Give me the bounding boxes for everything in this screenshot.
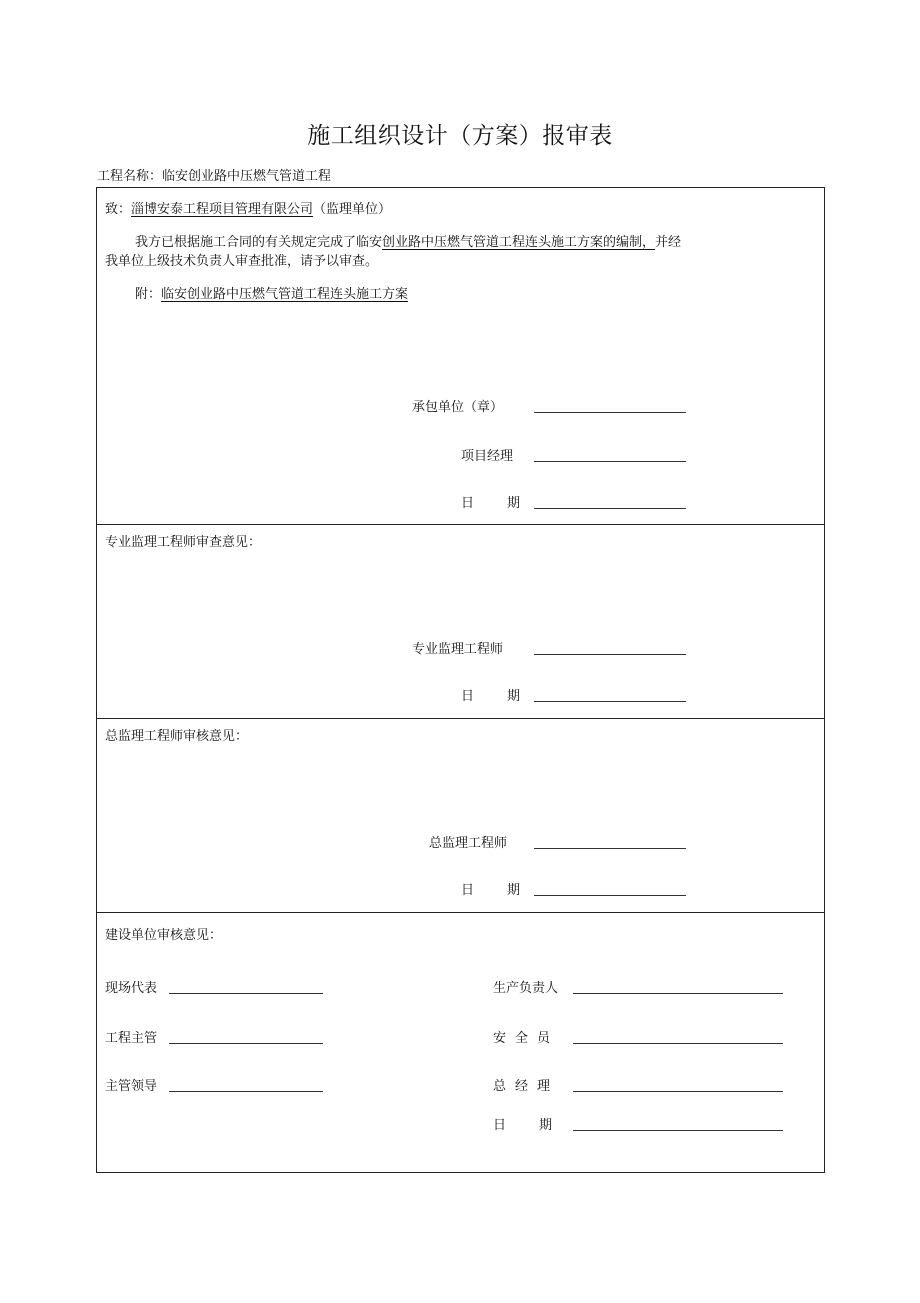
chief-opinion-heading: 总监理工程师审核意见： (105, 729, 249, 744)
site-representative-label: 现场代表 (105, 981, 158, 996)
specialist-engineer-field[interactable] (534, 654, 686, 655)
contractor-seal-label: 承包单位（章） (412, 400, 504, 415)
specialist-engineer-section (97, 525, 824, 719)
chief-date-field[interactable] (534, 895, 686, 896)
owner-review-section (97, 913, 824, 1174)
chief-engineer-section (97, 719, 824, 913)
attachment-line (135, 283, 408, 302)
project-supervisor-field[interactable] (169, 1043, 323, 1044)
general-manager-field[interactable] (573, 1091, 783, 1092)
supervision-unit-suffix: （监理单位） (313, 202, 392, 217)
safety-officer-field[interactable] (573, 1043, 783, 1044)
form-title: 施工组织设计（方案）报审表 (307, 123, 613, 149)
safety-officer-label: 安全员 (493, 1031, 560, 1046)
leader-in-charge-field[interactable] (169, 1091, 323, 1092)
statement-part-b: 创业路中压燃气管道工程连头施工方案的编制， (382, 235, 656, 250)
supervision-unit-name: 淄博安泰工程项目管理有限公司 (131, 202, 314, 217)
statement-part-a: 我方已根据施工合同的有关规定完成了临安 (135, 235, 383, 250)
submission-statement-line2: 我单位上级技术负责人审查批准，请予以审查。 (105, 254, 379, 269)
project-manager-field[interactable] (534, 461, 686, 462)
site-representative-field[interactable] (169, 993, 323, 994)
contractor-seal-field[interactable] (534, 412, 686, 413)
submission-statement-line1 (135, 231, 681, 250)
project-supervisor-label: 工程主管 (105, 1031, 158, 1046)
specialist-date-label: 日期 (461, 689, 554, 704)
owner-opinion-heading: 建设单位审核意见： (105, 928, 223, 943)
specialist-date-field[interactable] (534, 701, 686, 702)
submission-date-field[interactable] (534, 508, 686, 509)
chief-engineer-field[interactable] (534, 848, 686, 849)
addressee-line (105, 198, 391, 217)
specialist-opinion-heading: 专业监理工程师审查意见： (105, 535, 262, 550)
production-manager-label: 生产负责人 (493, 981, 559, 996)
attachment-label: 附： (135, 287, 162, 302)
project-name-line (97, 165, 331, 184)
statement-part-c: 并经 (655, 235, 682, 250)
chief-date-label: 日期 (461, 883, 554, 898)
contractor-submission-section (97, 188, 824, 525)
owner-date-label: 日期 (493, 1118, 586, 1133)
review-form-table (96, 187, 825, 1173)
attachment-value: 临安创业路中压燃气管道工程连头施工方案 (161, 287, 409, 302)
project-name-label: 工程名称： (97, 169, 163, 184)
production-manager-field[interactable] (573, 993, 783, 994)
owner-date-field[interactable] (573, 1130, 783, 1131)
project-manager-label: 项目经理 (461, 449, 514, 464)
specialist-engineer-label: 专业监理工程师 (412, 642, 504, 657)
addressee-prefix: 致： (105, 202, 132, 217)
general-manager-label: 总经理 (493, 1079, 560, 1094)
chief-engineer-label: 总监理工程师 (429, 836, 508, 851)
submission-date-label: 日期 (461, 496, 554, 511)
project-name-value: 临安创业路中压燃气管道工程 (162, 169, 332, 184)
leader-in-charge-label: 主管领导 (105, 1079, 158, 1094)
